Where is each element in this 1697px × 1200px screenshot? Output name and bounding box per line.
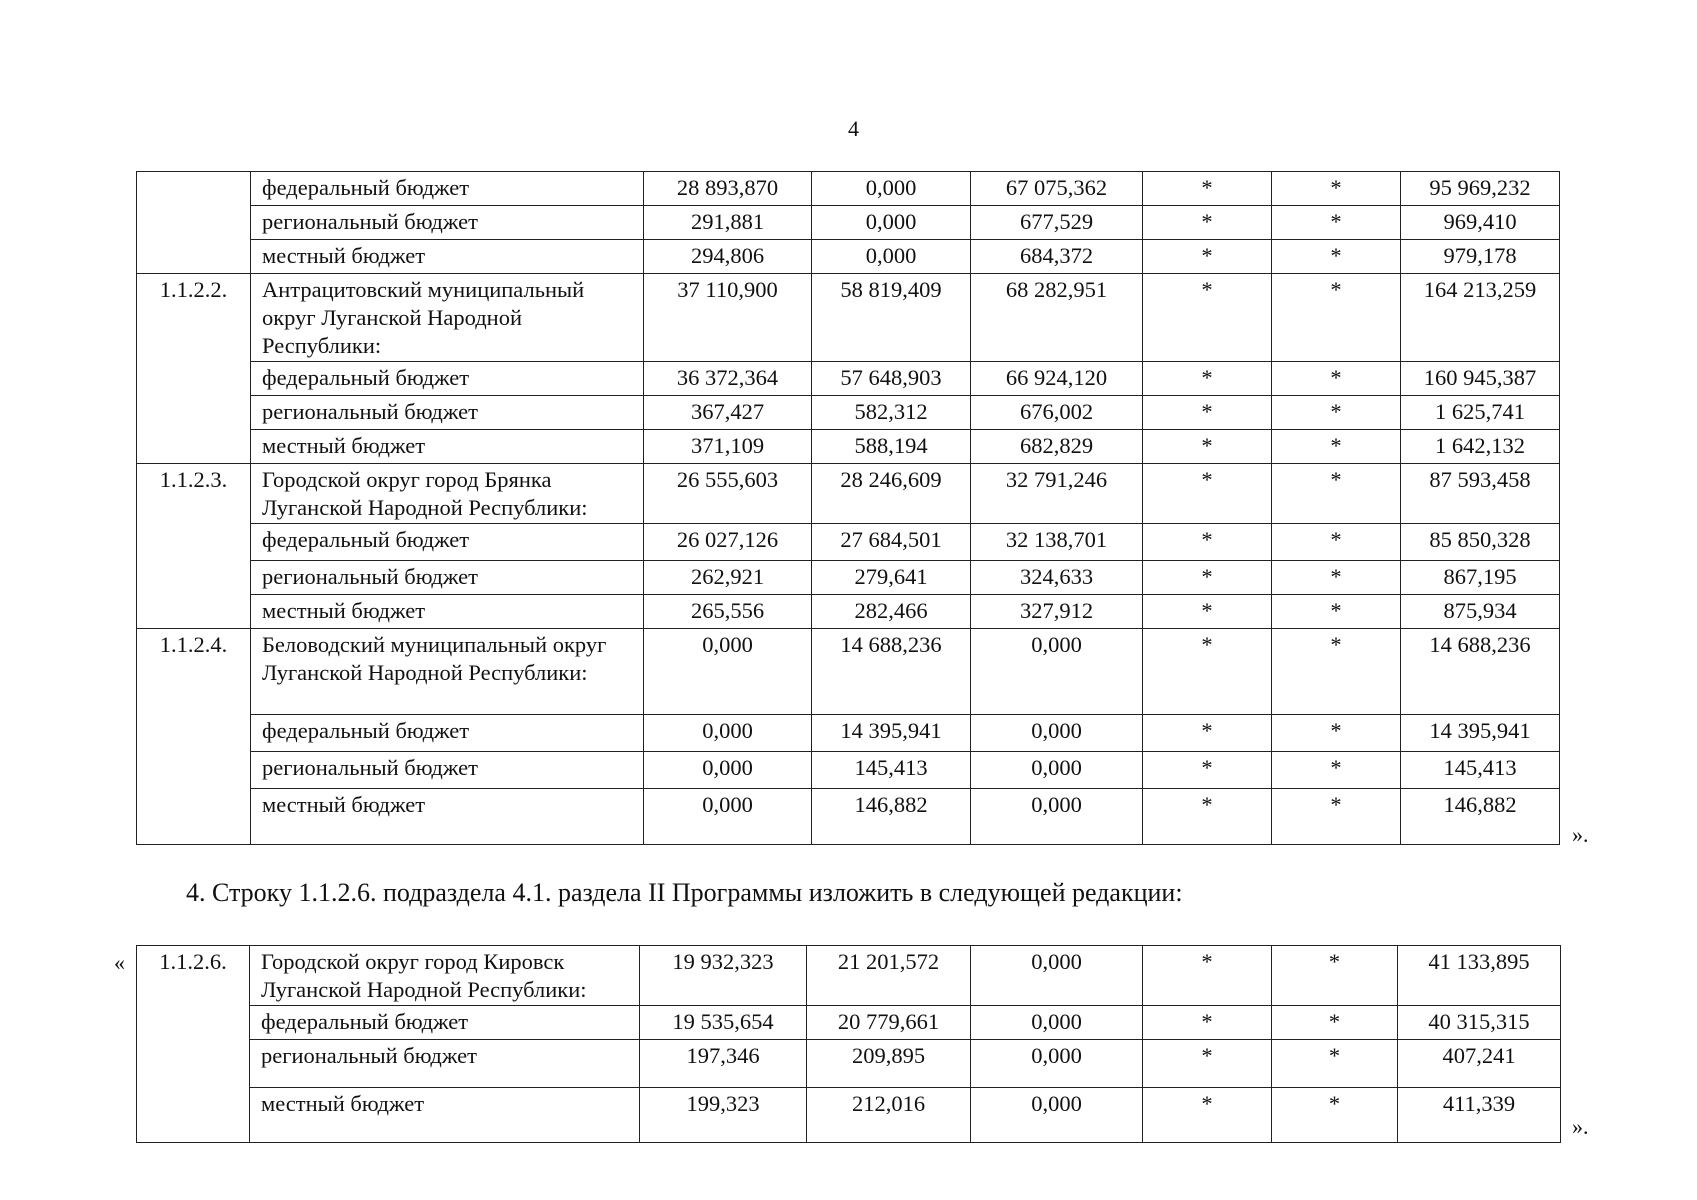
value-cell: 26 555,603	[644, 464, 812, 524]
row-code: 1.1.2.6.	[137, 946, 250, 1143]
total-cell: 979,178	[1401, 240, 1560, 274]
table-row	[137, 206, 1560, 240]
value-cell: 0,000	[971, 752, 1143, 789]
value-cell: 588,194	[812, 430, 971, 464]
value-cell: *	[1143, 561, 1272, 595]
row-name: местный бюджет	[251, 240, 644, 274]
value-cell: *	[1272, 595, 1401, 629]
row-name: местный бюджет	[251, 789, 644, 845]
value-cell: *	[1272, 430, 1401, 464]
value-cell: *	[1272, 715, 1401, 752]
value-cell: 282,466	[812, 595, 971, 629]
value-cell: *	[1272, 1006, 1398, 1040]
value-cell: 19 535,654	[640, 1006, 807, 1040]
value-cell: 677,529	[971, 206, 1143, 240]
value-cell: 68 282,951	[971, 274, 1143, 362]
value-cell: *	[1272, 629, 1401, 715]
row-name: Городской округ город Брянка Луганской Народной Республики:	[251, 464, 644, 524]
table-row	[137, 464, 1560, 524]
value-cell: *	[1143, 1040, 1272, 1088]
total-cell: 145,413	[1401, 752, 1560, 789]
value-cell: 0,000	[971, 629, 1143, 715]
table-row	[137, 240, 1560, 274]
row-name: местный бюджет	[251, 430, 644, 464]
row-code: 1.1.2.3.	[137, 464, 251, 629]
value-cell: *	[1143, 595, 1272, 629]
total-cell: 1 642,132	[1401, 430, 1560, 464]
value-cell: 0,000	[644, 789, 812, 845]
row-name: федеральный бюджет	[251, 362, 644, 396]
value-cell: 0,000	[644, 752, 812, 789]
value-cell: 20 779,661	[807, 1006, 971, 1040]
row-name: Беловодский муниципальный округ Луганской Народной Республики:	[251, 629, 644, 715]
value-cell: 14 688,236	[812, 629, 971, 715]
table-row	[137, 274, 1560, 362]
value-cell: 262,921	[644, 561, 812, 595]
instruction-paragraph: 4. Строку 1.1.2.6. подраздела 4.1. раздела II Программы изложить в следующей редакции:	[186, 878, 1183, 907]
value-cell: 14 395,941	[812, 715, 971, 752]
table-row	[137, 715, 1560, 752]
total-cell: 160 945,387	[1401, 362, 1560, 396]
value-cell: 0,000	[644, 715, 812, 752]
total-cell: 969,410	[1401, 206, 1560, 240]
value-cell: *	[1143, 789, 1272, 845]
value-cell: *	[1143, 752, 1272, 789]
value-cell: *	[1143, 240, 1272, 274]
value-cell: 19 932,323	[640, 946, 807, 1006]
closing-quote: ».	[1572, 1114, 1589, 1139]
row-code-cell	[137, 172, 251, 274]
value-cell: 294,806	[644, 240, 812, 274]
row-name: Городской округ город Кировск Луганской Народной Республики:	[250, 946, 640, 1006]
row-name: федеральный бюджет	[251, 172, 644, 206]
value-cell: *	[1143, 274, 1272, 362]
value-cell: 67 075,362	[971, 172, 1143, 206]
value-cell: 367,427	[644, 396, 812, 430]
value-cell: 0,000	[971, 1088, 1143, 1143]
value-cell: *	[1272, 274, 1401, 362]
row-name: местный бюджет	[250, 1088, 640, 1143]
value-cell: 28 246,609	[812, 464, 971, 524]
value-cell: 32 791,246	[971, 464, 1143, 524]
row-name: Антрацитовский муниципальный округ Луганской Народной Республики:	[251, 274, 644, 362]
table-row	[137, 430, 1560, 464]
value-cell: *	[1272, 172, 1401, 206]
table-row	[137, 595, 1560, 629]
value-cell: 291,881	[644, 206, 812, 240]
total-cell: 14 688,236	[1401, 629, 1560, 715]
table-row	[137, 396, 1560, 430]
value-cell: 582,312	[812, 396, 971, 430]
value-cell: *	[1143, 1006, 1272, 1040]
budget-table-continued	[136, 171, 1560, 845]
value-cell: *	[1272, 789, 1401, 845]
value-cell: *	[1272, 464, 1401, 524]
value-cell: 36 372,364	[644, 362, 812, 396]
total-cell: 87 593,458	[1401, 464, 1560, 524]
value-cell: *	[1272, 524, 1401, 561]
row-name: региональный бюджет	[251, 752, 644, 789]
value-cell: *	[1143, 430, 1272, 464]
value-cell: 684,372	[971, 240, 1143, 274]
table-row	[137, 524, 1560, 561]
value-cell: 27 684,501	[812, 524, 971, 561]
value-cell: 0,000	[971, 715, 1143, 752]
value-cell: *	[1272, 396, 1401, 430]
table-row	[137, 1006, 1561, 1040]
value-cell: *	[1143, 362, 1272, 396]
total-cell: 411,339	[1398, 1088, 1561, 1143]
value-cell: 0,000	[971, 1040, 1143, 1088]
total-cell: 1 625,741	[1401, 396, 1560, 430]
value-cell: 0,000	[812, 206, 971, 240]
row-code: 1.1.2.4.	[137, 629, 251, 845]
value-cell: *	[1143, 1088, 1272, 1143]
table-row	[137, 789, 1560, 845]
row-code: 1.1.2.2.	[137, 274, 251, 464]
value-cell: 209,895	[807, 1040, 971, 1088]
value-cell: *	[1272, 1088, 1398, 1143]
row-name: местный бюджет	[251, 595, 644, 629]
row-name: федеральный бюджет	[251, 715, 644, 752]
value-cell: 265,556	[644, 595, 812, 629]
row-name: региональный бюджет	[251, 396, 644, 430]
table-row	[137, 561, 1560, 595]
value-cell: 0,000	[644, 629, 812, 715]
total-cell: 875,934	[1401, 595, 1560, 629]
value-cell: 682,829	[971, 430, 1143, 464]
total-cell: 95 969,232	[1401, 172, 1560, 206]
value-cell: 0,000	[812, 240, 971, 274]
budget-table-new-row	[136, 945, 1561, 1143]
value-cell: 26 027,126	[644, 524, 812, 561]
value-cell: *	[1272, 206, 1401, 240]
value-cell: *	[1143, 524, 1272, 561]
value-cell: *	[1272, 362, 1401, 396]
value-cell: 57 648,903	[812, 362, 971, 396]
value-cell: 0,000	[971, 946, 1143, 1006]
value-cell: 37 110,900	[644, 274, 812, 362]
table-row	[137, 1040, 1561, 1088]
value-cell: 279,641	[812, 561, 971, 595]
value-cell: 0,000	[812, 172, 971, 206]
value-cell: *	[1272, 752, 1401, 789]
value-cell: 32 138,701	[971, 524, 1143, 561]
value-cell: 0,000	[971, 789, 1143, 845]
table-row	[137, 172, 1560, 206]
value-cell: *	[1143, 396, 1272, 430]
value-cell: *	[1143, 715, 1272, 752]
page-number: 4	[848, 116, 859, 141]
row-name: федеральный бюджет	[250, 1006, 640, 1040]
table-row	[137, 946, 1561, 1006]
row-name: региональный бюджет	[251, 206, 644, 240]
table-row	[137, 752, 1560, 789]
value-cell: 212,016	[807, 1088, 971, 1143]
total-cell: 867,195	[1401, 561, 1560, 595]
value-cell: 21 201,572	[807, 946, 971, 1006]
value-cell: *	[1143, 172, 1272, 206]
row-name: региональный бюджет	[251, 561, 644, 595]
row-name: федеральный бюджет	[251, 524, 644, 561]
total-cell: 40 315,315	[1398, 1006, 1561, 1040]
total-cell: 407,241	[1398, 1040, 1561, 1088]
total-cell: 14 395,941	[1401, 715, 1560, 752]
value-cell: 145,413	[812, 752, 971, 789]
table-row	[137, 629, 1560, 715]
value-cell: *	[1272, 946, 1398, 1006]
row-name: региональный бюджет	[250, 1040, 640, 1088]
value-cell: 327,912	[971, 595, 1143, 629]
value-cell: *	[1272, 1040, 1398, 1088]
value-cell: 324,633	[971, 561, 1143, 595]
value-cell: 371,109	[644, 430, 812, 464]
value-cell: *	[1272, 561, 1401, 595]
value-cell: *	[1143, 629, 1272, 715]
value-cell: 146,882	[812, 789, 971, 845]
total-cell: 146,882	[1401, 789, 1560, 845]
value-cell: 199,323	[640, 1088, 807, 1143]
opening-quote: «	[114, 950, 125, 975]
total-cell: 41 133,895	[1398, 946, 1561, 1006]
value-cell: 0,000	[971, 1006, 1143, 1040]
value-cell: *	[1272, 240, 1401, 274]
table-row	[137, 1088, 1561, 1143]
total-cell: 164 213,259	[1401, 274, 1560, 362]
value-cell: 197,346	[640, 1040, 807, 1088]
value-cell: *	[1143, 464, 1272, 524]
value-cell: 66 924,120	[971, 362, 1143, 396]
value-cell: 28 893,870	[644, 172, 812, 206]
total-cell: 85 850,328	[1401, 524, 1560, 561]
closing-quote: ».	[1572, 822, 1589, 847]
value-cell: 58 819,409	[812, 274, 971, 362]
table-row	[137, 362, 1560, 396]
value-cell: 676,002	[971, 396, 1143, 430]
value-cell: *	[1143, 946, 1272, 1006]
value-cell: *	[1143, 206, 1272, 240]
